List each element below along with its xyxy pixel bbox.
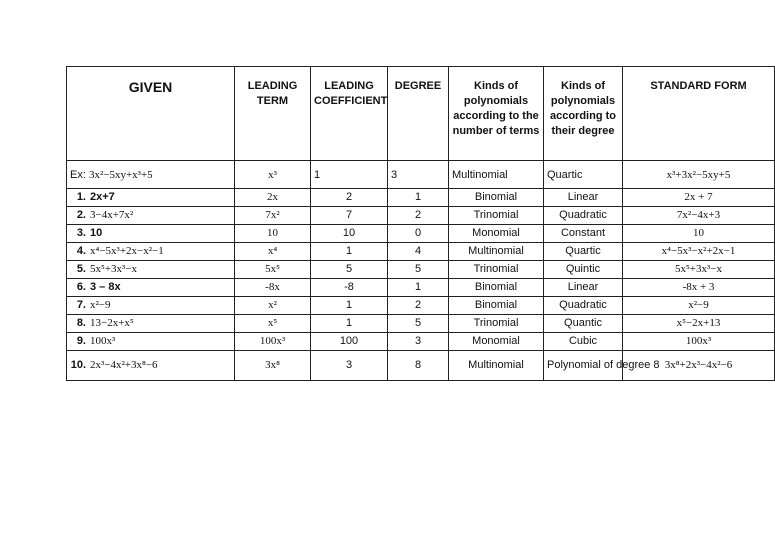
degree-cell: 0 <box>388 225 449 243</box>
table-row <box>67 297 775 315</box>
standard-form-cell: x²−9 <box>623 297 775 315</box>
leading-coefficient-cell: -8 <box>311 279 388 297</box>
header-standard-form: STANDARD FORM <box>623 67 775 161</box>
kind-terms-cell: Trinomial <box>449 207 544 225</box>
leading-coefficient-cell: 1 <box>311 297 388 315</box>
kind-terms-cell: Monomial <box>449 333 544 351</box>
given-cell <box>67 315 235 333</box>
degree-cell: 4 <box>388 243 449 261</box>
leading-term-cell: 10 <box>235 225 311 243</box>
degree-cell: 5 <box>388 261 449 279</box>
leading-coefficient-cell: 2 <box>311 189 388 207</box>
leading-term-cell: 2x <box>235 189 311 207</box>
leading-coefficient-cell: 5 <box>311 261 388 279</box>
kind-degree-cell: Quantic <box>544 315 623 333</box>
degree-cell: 2 <box>388 297 449 315</box>
example-given: 3x²−5xy+x³+5 <box>88 168 153 181</box>
leading-term-cell: x⁵ <box>235 315 311 333</box>
header-kinds-degree: Kinds of polynomials according to their degree <box>544 67 623 161</box>
kind-degree-cell: Quadratic <box>544 297 623 315</box>
example-leading-term: x³ <box>235 161 311 189</box>
standard-form-cell: 7x²−4x+3 <box>623 207 775 225</box>
table-row <box>67 279 775 297</box>
row-number: 1. <box>76 191 86 203</box>
given-cell <box>67 261 235 279</box>
leading-coefficient-cell: 7 <box>311 207 388 225</box>
kind-terms-cell: Trinomial <box>449 261 544 279</box>
standard-form-cell: -8x + 3 <box>623 279 775 297</box>
kind-terms-cell: Binomial <box>449 189 544 207</box>
given-expression: 3 – 8x <box>90 281 121 293</box>
degree-cell: 2 <box>388 207 449 225</box>
kind-degree-cell: Quartic <box>544 243 623 261</box>
given-expression: 2x³−4x²+3x⁸−6 <box>90 359 158 371</box>
example-row <box>67 161 775 189</box>
given-cell <box>67 189 235 207</box>
kind-terms-cell: Multinomial <box>449 351 544 381</box>
kind-degree-cell: Quintic <box>544 261 623 279</box>
standard-form-cell: x⁵−2x+13 <box>623 315 775 333</box>
table-row <box>67 351 775 381</box>
polynomial-table <box>66 66 775 381</box>
leading-coefficient-cell: 1 <box>311 243 388 261</box>
table-row <box>67 207 775 225</box>
kind-terms-cell: Monomial <box>449 225 544 243</box>
header-leading-coefficient: LEADING COEFFICIENT <box>311 67 388 161</box>
leading-coefficient-cell: 10 <box>311 225 388 243</box>
table-row <box>67 189 775 207</box>
leading-term-cell: x⁴ <box>235 243 311 261</box>
example-standard-form: x³+3x²−5xy+5 <box>623 161 775 189</box>
leading-term-cell: 5x⁵ <box>235 261 311 279</box>
kind-degree-cell: Linear <box>544 279 623 297</box>
row-number: 4. <box>76 245 86 257</box>
leading-coefficient-cell: 100 <box>311 333 388 351</box>
row-number: 8. <box>76 317 86 329</box>
leading-term-cell: 100x³ <box>235 333 311 351</box>
header-leading-term: LEADING TERM <box>235 67 311 161</box>
given-expression: x⁴−5x³+2x−x²−1 <box>90 245 164 257</box>
given-cell <box>67 207 235 225</box>
table-row <box>67 243 775 261</box>
given-expression: 10 <box>90 227 103 239</box>
given-cell <box>67 351 235 381</box>
given-cell <box>67 333 235 351</box>
standard-form-cell: 5x⁵+3x³−x <box>623 261 775 279</box>
row-number: 10. <box>70 359 86 371</box>
standard-form-cell: 2x + 7 <box>623 189 775 207</box>
leading-term-cell: -8x <box>235 279 311 297</box>
given-expression: 13−2x+x⁵ <box>90 317 134 329</box>
leading-term-cell: 7x² <box>235 207 311 225</box>
standard-form-cell: 10 <box>623 225 775 243</box>
row-number: 3. <box>76 227 86 239</box>
kind-degree-cell: Linear <box>544 189 623 207</box>
table-row <box>67 225 775 243</box>
given-expression: 3−4x+7x² <box>90 209 134 221</box>
example-degree: 3 <box>388 161 449 189</box>
standard-form-cell: 100x³ <box>623 333 775 351</box>
kind-degree-cell: Quadratic <box>544 207 623 225</box>
kind-degree-cell: Constant <box>544 225 623 243</box>
kind-terms-cell: Binomial <box>449 279 544 297</box>
degree-cell: 3 <box>388 333 449 351</box>
given-expression: 100x³ <box>90 335 116 347</box>
header-given: GIVEN <box>67 67 235 161</box>
given-cell <box>67 243 235 261</box>
leading-coefficient-cell: 1 <box>311 315 388 333</box>
leading-term-cell: x² <box>235 297 311 315</box>
given-expression: 2x+7 <box>90 191 115 203</box>
row-number: 9. <box>76 335 86 347</box>
example-given-cell <box>67 161 235 189</box>
standard-form-cell: 3x⁸+2x³−4x²−6 <box>623 351 775 381</box>
given-cell <box>67 279 235 297</box>
row-number: 5. <box>76 263 86 275</box>
row-number: 2. <box>76 209 86 221</box>
degree-cell: 1 <box>388 279 449 297</box>
example-kind-degree: Quartic <box>544 161 623 189</box>
given-cell <box>67 225 235 243</box>
table-row <box>67 315 775 333</box>
row-number: 6. <box>76 281 86 293</box>
row-number: 7. <box>76 299 86 311</box>
kind-degree-cell: Polynomial of degree 8 <box>544 351 623 381</box>
table-row <box>67 333 775 351</box>
given-expression: 5x⁵+3x³−x <box>90 263 138 275</box>
degree-cell: 1 <box>388 189 449 207</box>
leading-term-cell: 3x⁸ <box>235 351 311 381</box>
header-row <box>67 67 775 161</box>
given-cell <box>67 297 235 315</box>
example-prefix: Ex: <box>70 168 89 181</box>
leading-coefficient-cell: 3 <box>311 351 388 381</box>
example-leading-coefficient: 1 <box>311 161 388 189</box>
kind-terms-cell: Binomial <box>449 297 544 315</box>
kind-degree-cell: Cubic <box>544 333 623 351</box>
header-kinds-terms: Kinds of polynomials according to the number of terms <box>449 67 544 161</box>
given-expression: x²−9 <box>90 299 111 311</box>
example-kind-terms: Multinomial <box>449 161 544 189</box>
kind-terms-cell: Trinomial <box>449 315 544 333</box>
standard-form-cell: x⁴−5x³−x²+2x−1 <box>623 243 775 261</box>
header-degree: DEGREE <box>388 67 449 161</box>
table-row <box>67 261 775 279</box>
degree-cell: 8 <box>388 351 449 381</box>
kind-terms-cell: Multinomial <box>449 243 544 261</box>
degree-cell: 5 <box>388 315 449 333</box>
